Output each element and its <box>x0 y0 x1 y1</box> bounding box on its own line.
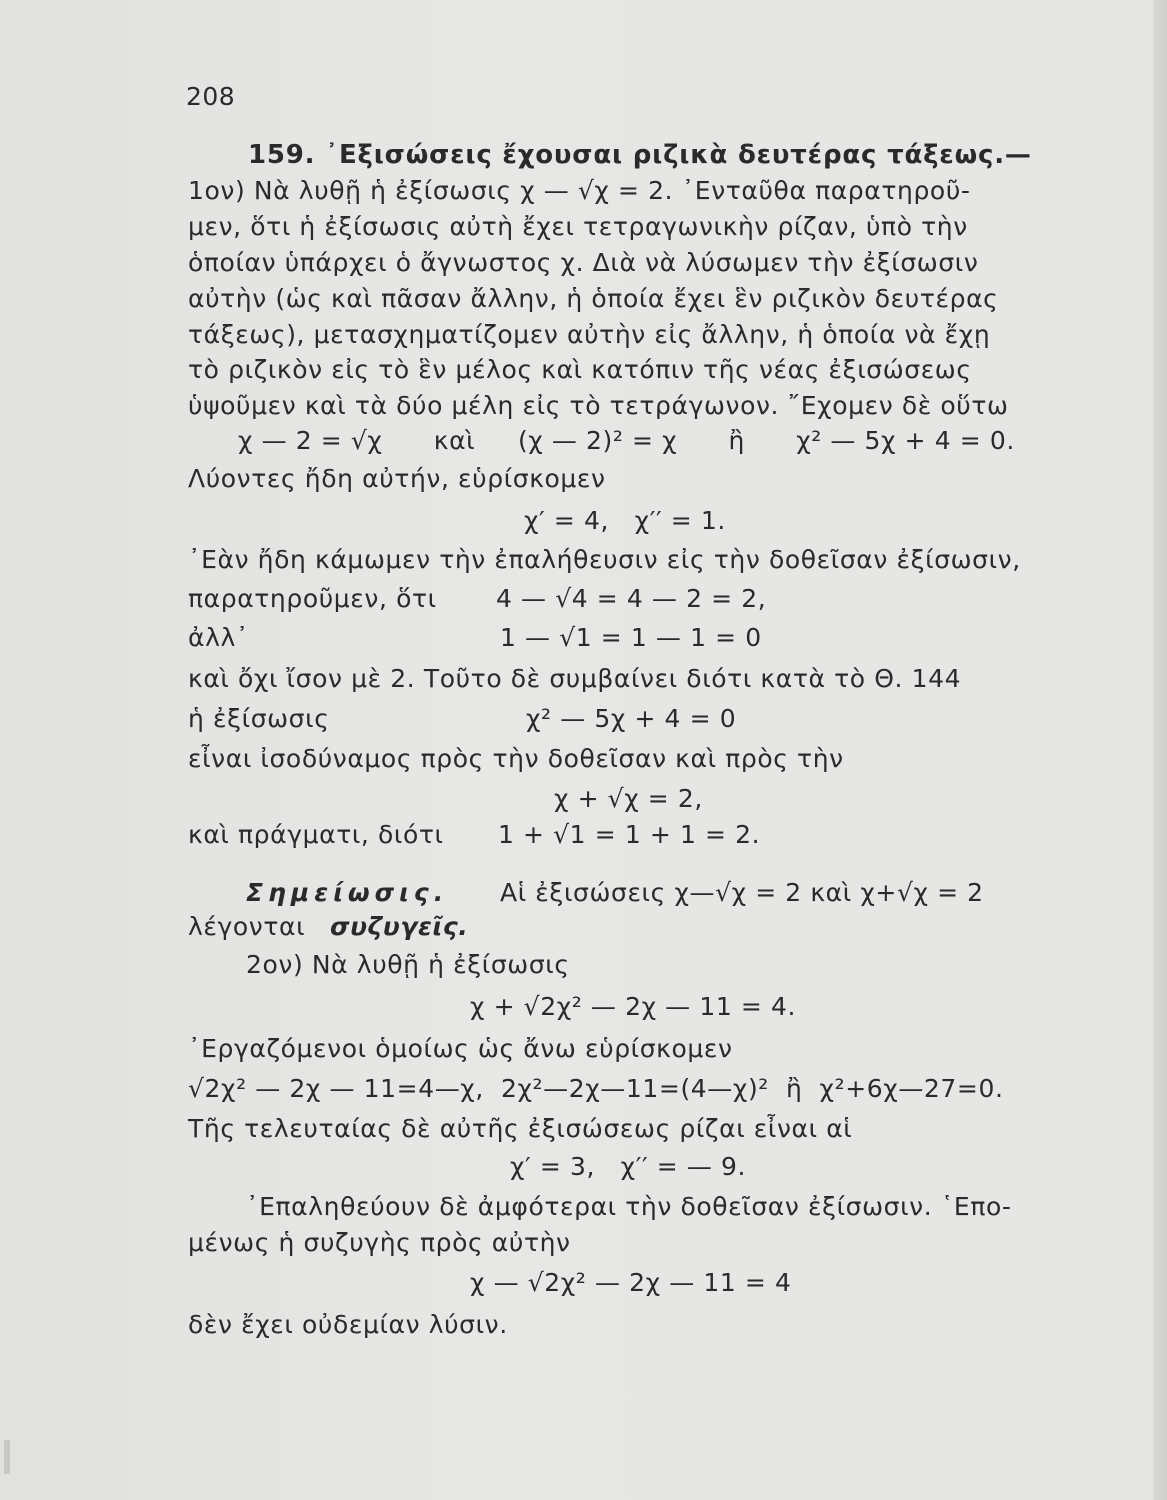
equation-line: 1 + √1 = 1 + 1 = 2. <box>498 820 761 849</box>
text-line: δὲν ἔχει οὐδεμίαν λύσιν. <box>188 1310 508 1339</box>
text-line: παρατηροῦμεν, ὅτι <box>188 584 437 613</box>
section-heading: 159. ᾿Εξισώσεις ἔχουσαι ριζικὰ δευτέρας τάξεως.— <box>248 140 1032 170</box>
text-line: 1ον) Νὰ λυθῇ ἡ ἐξίσωσις χ — √χ = 2. ᾿Ενταῦθα παρατηροῦ- <box>188 176 971 205</box>
equation-line: χ — √2χ² — 2χ — 11 = 4 <box>470 1268 792 1297</box>
equation-line: √2χ² — 2χ — 11=4—χ, 2χ²—2χ—11=(4—χ)² ἢ χ²+6χ—27=0. <box>188 1074 1004 1103</box>
text-line: ἡ ἐξίσωσις <box>188 704 330 733</box>
equation-line: χ + √2χ² — 2χ — 11 = 4. <box>470 992 797 1021</box>
equation-line: χ² — 5χ + 4 = 0 <box>526 704 737 733</box>
text-line: Τῆς τελευταίας δὲ αὐτῆς ἐξισώσεως ρίζαι εἶναι αἱ <box>188 1114 853 1143</box>
text-line: ἀλλ᾿ <box>188 623 249 652</box>
text-line: αὐτὴν (ὡς καὶ πᾶσαν ἄλλην, ἡ ὁποία ἔχει ἓν ριζικὸν δευτέρας <box>188 284 999 313</box>
text-line: ὁποίαν ὑπάρχει ὁ ἄγνωστος χ. Διὰ νὰ λύσωμεν τὴν ἐξίσωσιν <box>188 248 979 277</box>
page-edge <box>1153 0 1167 1500</box>
text-line: εἶναι ἰσοδύναμος πρὸς τὴν δοθεῖσαν καὶ πρὸς τὴν <box>188 744 844 773</box>
text-line: καὶ πράγματι, διότι <box>188 820 444 849</box>
equation-line: χ′ = 4, χ′′ = 1. <box>524 506 726 535</box>
page-number: 208 <box>186 82 236 111</box>
equation-line: χ′ = 3, χ′′ = — 9. <box>510 1152 747 1181</box>
remark-label: Σημείωσις. <box>246 878 449 907</box>
text-line: τὸ ριζικὸν εἰς τὸ ἓν μέλος καὶ κατόπιν τῆς νέας ἐξισώσεως <box>188 355 972 384</box>
text-line: μεν, ὅτι ἡ ἐξίσωσις αὐτὴ ἔχει τετραγωνικὴν ρίζαν, ὑπὸ τὴν <box>188 212 968 241</box>
equation-line: 1 — √1 = 1 — 1 = 0 <box>500 623 762 652</box>
text-line: ᾿Επαληθεύουν δὲ ἀμφότεραι τὴν δοθεῖσαν ἐξίσωσιν. ῾Επο- <box>246 1192 1012 1221</box>
margin-mark <box>4 1440 10 1474</box>
text-line: ὑψοῦμεν καὶ τὰ δύο μέλη εἰς τὸ τετράγωνον. ῎Εχομεν δὲ οὕτω <box>188 391 1009 420</box>
text-line: 2ον) Νὰ λυθῇ ἡ ἐξίσωσις <box>246 950 570 979</box>
text-line: μένως ἡ συζυγὴς πρὸς αὐτὴν <box>188 1228 571 1257</box>
text-line: ᾿Εργαζόμενοι ὁμοίως ὡς ἄνω εὑρίσκομεν <box>188 1034 733 1063</box>
term-conjugate: συζυγεῖς. <box>330 912 469 941</box>
text-line: καὶ ὄχι ἴσον μὲ 2. Τοῦτο δὲ συμβαίνει διότι κατὰ τὸ Θ. 144 <box>188 664 962 693</box>
text-line: ᾿Εὰν ἤδη κάμωμεν τὴν ἐπαλήθευσιν εἰς τὴν δοθεῖσαν ἐξίσωσιν, <box>188 545 1021 574</box>
text-line: Αἱ ἐξισώσεις χ—√χ = 2 καὶ χ+√χ = 2 <box>500 878 984 907</box>
text-line: Λύοντες ἤδη αὐτήν, εὑρίσκομεν <box>188 464 606 493</box>
equation-line: χ + √χ = 2, <box>554 784 703 813</box>
equation-line: 4 — √4 = 4 — 2 = 2, <box>496 584 767 613</box>
text-line: τάξεως), μετασχηματίζομεν αὐτὴν εἰς ἄλλην, ἡ ὁποία νὰ ἔχῃ <box>188 320 991 349</box>
equation-line: χ — 2 = √χ καὶ (χ — 2)² = χ ἢ χ² — 5χ + 4 = 0. <box>238 426 1015 455</box>
text-line: λέγονται <box>188 912 306 941</box>
